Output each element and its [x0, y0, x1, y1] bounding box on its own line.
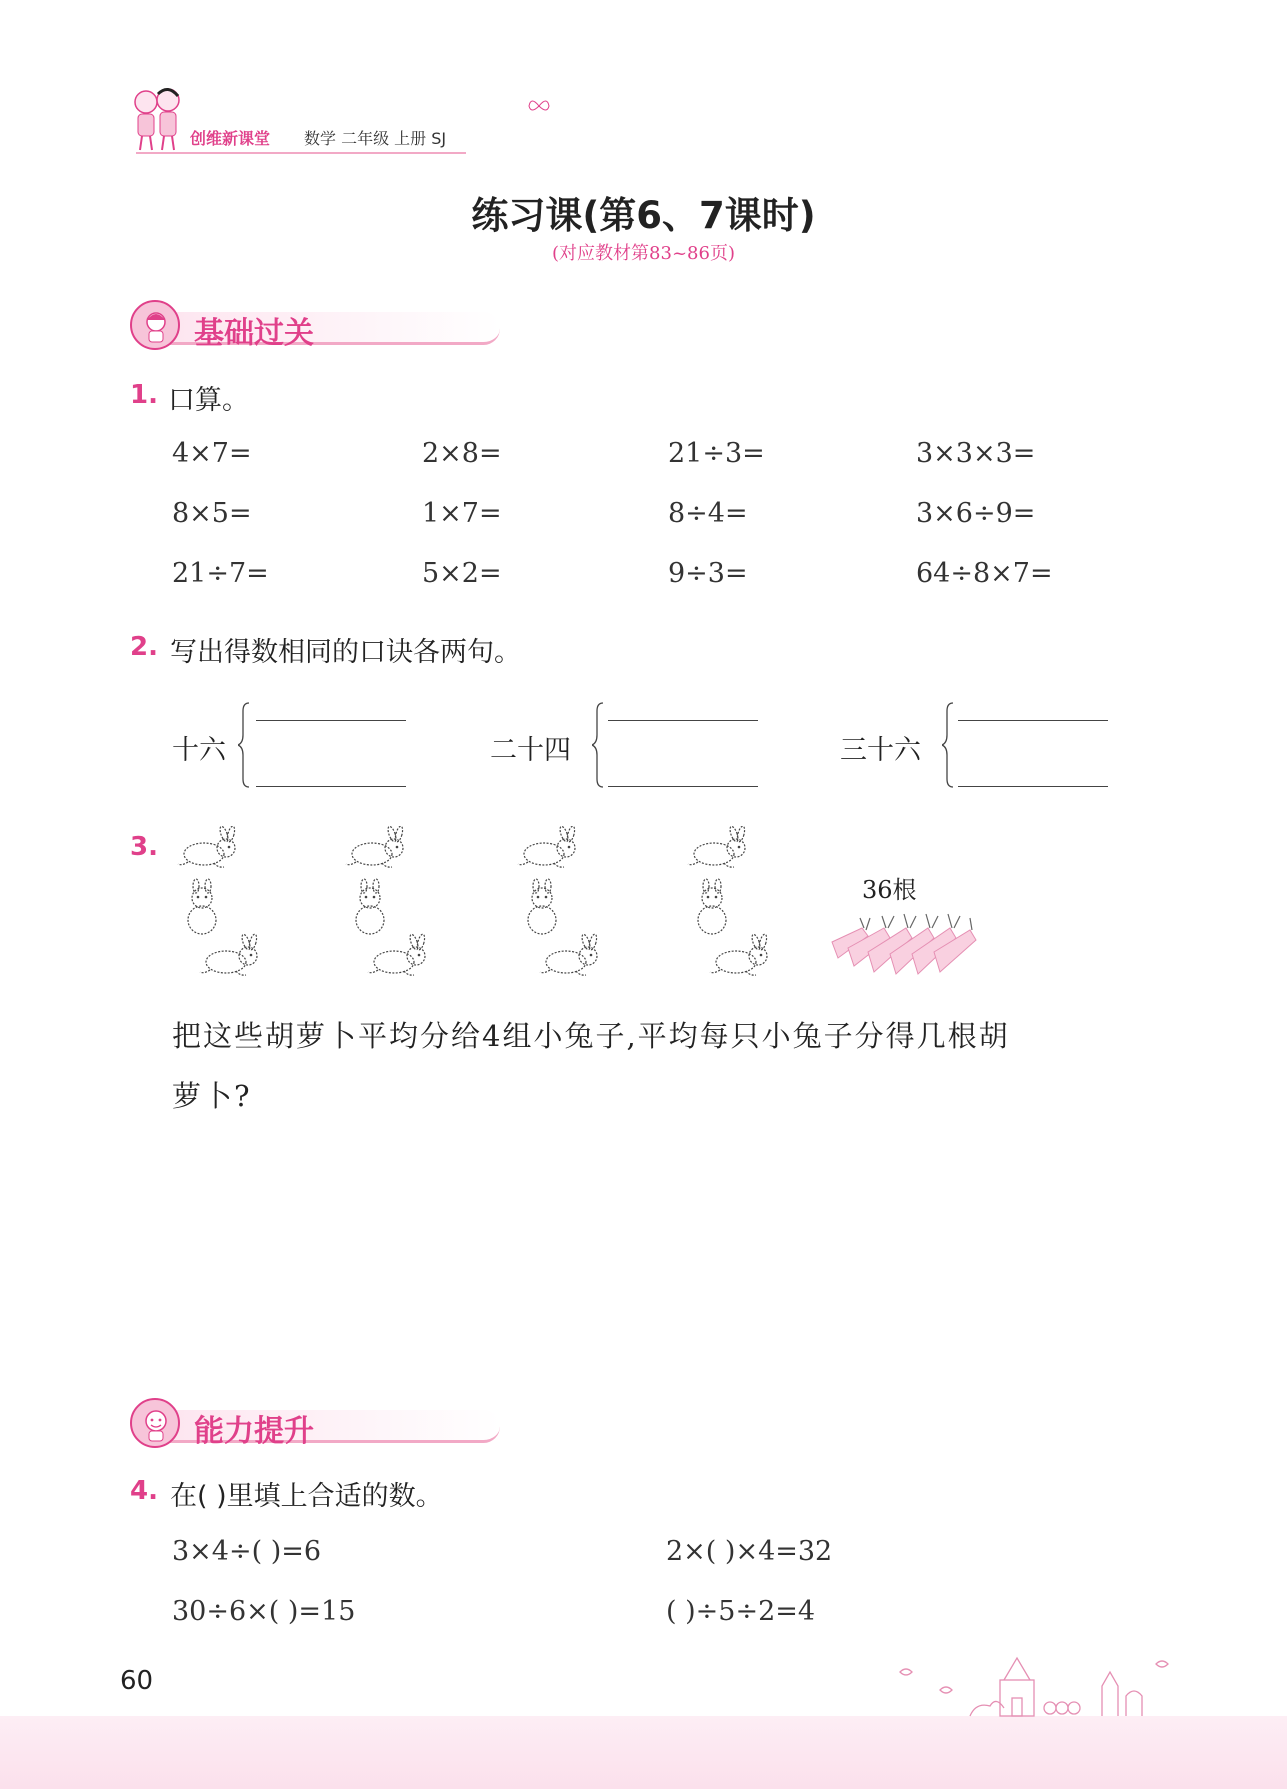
answer-line[interactable] [608, 786, 758, 787]
calc-item: 1×7= [422, 498, 502, 529]
calc-item: 9÷3= [668, 558, 748, 589]
carrot-bunch-icon [828, 902, 988, 982]
rabbit-group-icon [682, 826, 782, 986]
koujue-group-16 [172, 700, 412, 792]
question-number-1: 1. [130, 380, 158, 410]
header-rule [136, 152, 466, 154]
koujue-group-24 [490, 700, 770, 792]
section-badge [130, 300, 180, 350]
koujue-group-36 [840, 700, 1120, 792]
calc-item: 4×7= [172, 438, 252, 469]
fill-blank-item[interactable]: 3×4÷( )=6 [172, 1536, 322, 1567]
koujue-label: 三十六 [840, 735, 921, 766]
boy-icon [138, 1406, 174, 1442]
rabbit-group-icon [340, 826, 440, 986]
footer-band [0, 1716, 1287, 1789]
rabbit-group-icon [512, 826, 612, 986]
brace-icon [238, 702, 250, 788]
section-title: 能力提升 [194, 1414, 314, 1449]
question-3-text [172, 1006, 1172, 1126]
question-3-line-1: 把这些胡萝卜平均分给4组小兔子,平均每只小兔子分得几根胡 [172, 1019, 1010, 1053]
page-number: 60 [120, 1666, 154, 1696]
answer-line[interactable] [256, 720, 406, 721]
question-4-text: 在( )里填上合适的数。 [170, 1481, 443, 1512]
question-1-text: 口算。 [168, 385, 249, 416]
answer-line[interactable] [958, 720, 1108, 721]
calc-item: 21÷3= [668, 438, 765, 469]
calc-item: 2×8= [422, 438, 502, 469]
calc-item: 5×2= [422, 558, 502, 589]
section-title: 基础过关 [194, 316, 314, 351]
page-header [128, 86, 548, 156]
brace-icon [592, 702, 604, 788]
section-badge [130, 1398, 180, 1448]
brace-icon [942, 702, 954, 788]
textbook-reference: (对应教材第83~86页) [552, 243, 735, 264]
question-2-text: 写出得数相同的口诀各两句。 [170, 637, 521, 668]
rabbit-group-icon [172, 826, 272, 986]
koujue-label: 二十四 [490, 735, 571, 766]
question-number-3: 3. [130, 832, 158, 862]
fill-blank-item[interactable]: 30÷6×( )=15 [172, 1596, 356, 1627]
carrot-count-label: 36根 [862, 876, 917, 904]
fill-blank-item[interactable]: ( )÷5÷2=4 [666, 1596, 816, 1627]
answer-line[interactable] [256, 786, 406, 787]
calc-item: 3×3×3= [916, 438, 1036, 469]
calc-item: 64÷8×7= [916, 558, 1053, 589]
answer-line[interactable] [608, 720, 758, 721]
page-title: 练习课(第6、7课时) [471, 194, 816, 237]
butterfly-icon [528, 98, 550, 114]
question-number-2: 2. [130, 632, 158, 662]
subject-grade: 数学 二年级 上册 SJ [304, 129, 447, 148]
section-banner-advanced [130, 1398, 380, 1448]
brand-name: 创维新课堂 [190, 129, 271, 148]
question-3-line-2: 萝卜? [172, 1079, 252, 1113]
calc-item: 3×6÷9= [916, 498, 1036, 529]
calc-item: 8÷4= [668, 498, 748, 529]
section-banner-basic [130, 300, 380, 350]
question-number-4: 4. [130, 1476, 158, 1506]
fill-blank-item[interactable]: 2×( )×4=32 [666, 1536, 833, 1567]
castle-decoration-icon [880, 1650, 1180, 1720]
answer-line[interactable] [958, 786, 1108, 787]
koujue-label: 十六 [172, 735, 226, 766]
girl-icon [138, 308, 174, 344]
calc-item: 8×5= [172, 498, 252, 529]
calc-item: 21÷7= [172, 558, 269, 589]
kids-logo-icon [128, 86, 188, 152]
